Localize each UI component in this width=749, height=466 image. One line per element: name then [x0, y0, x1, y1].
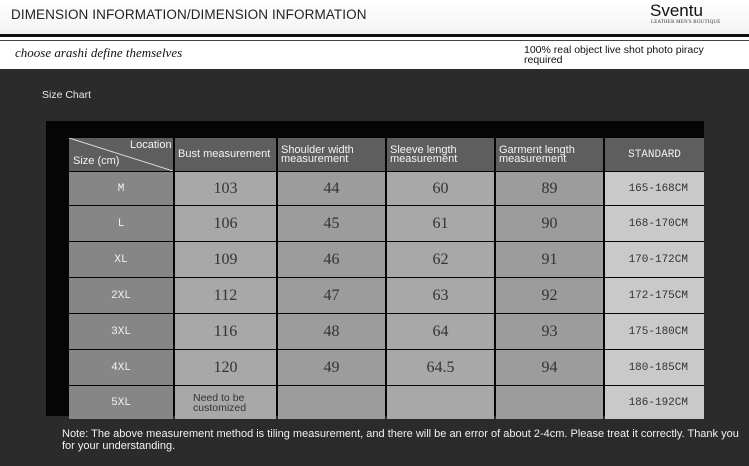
size-cell: M	[69, 172, 173, 205]
table-row	[69, 386, 704, 419]
size-chart-label: Size Chart	[42, 89, 92, 101]
sleeve-cell: 60	[387, 172, 494, 205]
size-cell: L	[69, 206, 173, 241]
corner-label-size: Size (cm)	[73, 155, 120, 167]
table-row	[69, 350, 704, 385]
length-cell: 90	[496, 206, 603, 241]
bust-cell: 106	[175, 206, 276, 241]
standard-cell: 172-175CM	[605, 278, 704, 313]
size-chart-table	[67, 137, 706, 420]
header-divider-thick	[0, 34, 749, 37]
column-header-shoulder: Shoulder width measurement	[278, 138, 385, 171]
shoulder-cell: 45	[278, 206, 385, 241]
size-cell: 3XL	[69, 314, 173, 349]
length-cell	[496, 386, 603, 419]
sleeve-cell	[387, 386, 494, 419]
length-cell: 89	[496, 172, 603, 205]
length-cell: 94	[496, 350, 603, 385]
standard-cell: 186-192CM	[605, 386, 704, 419]
bust-cell: 112	[175, 278, 276, 313]
bust-cell: 103	[175, 172, 276, 205]
table-row	[69, 172, 704, 205]
brand-slogan: choose arashi define themselves	[15, 45, 183, 60]
length-cell: 93	[496, 314, 603, 349]
corner-label-location: Location	[130, 139, 172, 151]
sleeve-cell: 64.5	[387, 350, 494, 385]
column-header-sleeve: Sleeve length measurement	[387, 138, 494, 171]
shoulder-cell: 49	[278, 350, 385, 385]
page-title: DIMENSION INFORMATION/DIMENSION INFORMATION	[11, 7, 367, 22]
sleeve-cell: 61	[387, 206, 494, 241]
column-header-length: Garment length measurement	[496, 138, 603, 171]
table-header-row	[69, 138, 704, 171]
length-cell: 92	[496, 278, 603, 313]
column-header-bust: Bust measurement	[175, 138, 276, 171]
corner-header-cell	[69, 138, 173, 171]
shoulder-cell: 44	[278, 172, 385, 205]
shoulder-cell: 47	[278, 278, 385, 313]
standard-cell: 165-168CM	[605, 172, 704, 205]
size-cell: 5XL	[69, 386, 173, 419]
bust-cell: 120	[175, 350, 276, 385]
standard-cell: 180-185CM	[605, 350, 704, 385]
size-cell: XL	[69, 242, 173, 277]
length-cell: 91	[496, 242, 603, 277]
measurement-note: Note: The above measurement method is tiling measurement, and there will be an error of about 2-4cm. Please treat it correctly. Thank you for your understanding.	[62, 428, 739, 452]
bust-cell: 109	[175, 242, 276, 277]
shoulder-cell	[278, 386, 385, 419]
sleeve-cell: 64	[387, 314, 494, 349]
size-cell: 2XL	[69, 278, 173, 313]
shoulder-cell: 46	[278, 242, 385, 277]
size-cell: 4XL	[69, 350, 173, 385]
standard-cell: 170-172CM	[605, 242, 704, 277]
standard-cell: 175-180CM	[605, 314, 704, 349]
brand-logo-text: Sventu	[650, 1, 703, 20]
authenticity-note: 100% real object live shot photo piracy required	[524, 44, 704, 66]
shoulder-cell: 48	[278, 314, 385, 349]
table-row	[69, 314, 704, 349]
bust-cell: 116	[175, 314, 276, 349]
table-row	[69, 206, 704, 241]
standard-cell: 168-170CM	[605, 206, 704, 241]
table-row	[69, 242, 704, 277]
sleeve-cell: 63	[387, 278, 494, 313]
table-row	[69, 278, 704, 313]
brand-tagline: LEATHER MEN'S BOUTIQUE	[651, 20, 721, 25]
sleeve-cell: 62	[387, 242, 494, 277]
column-header-standard: STANDARD	[605, 138, 704, 171]
bust-cell: Need to be customized	[175, 386, 276, 419]
